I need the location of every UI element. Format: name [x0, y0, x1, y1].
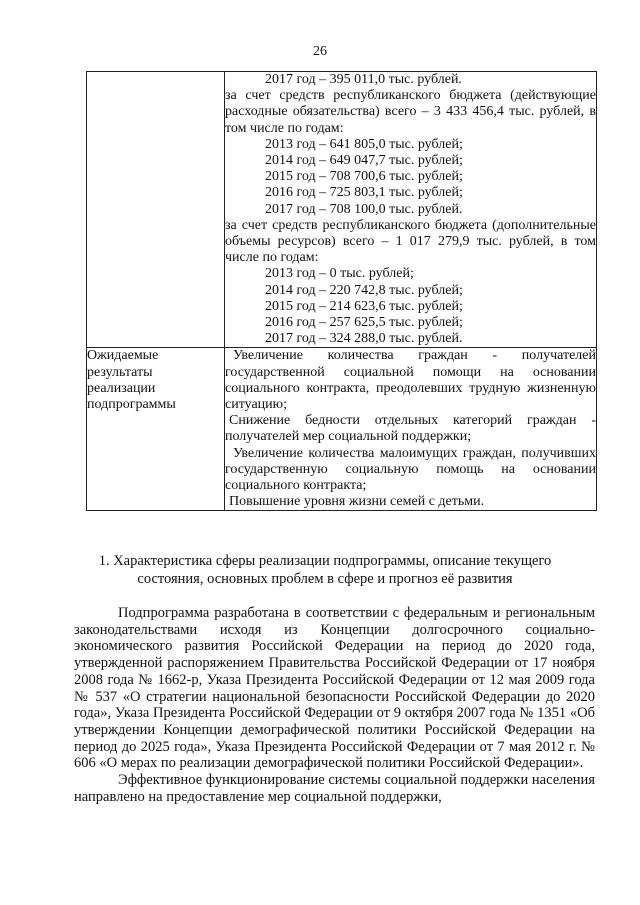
body-text: [74, 605, 595, 805]
funding-details-cell: [225, 72, 597, 348]
funding-label-cell: [87, 72, 225, 348]
funding-line-2017-total: 2017 год – 395 011,0 тыс. рублей.: [265, 72, 462, 87]
body-paragraph: Подпрограмма разработана в соответствии с федеральным и региональным законодательствами исходя из Концепции долгосрочного социально-экономического развития Российской Федерации на период до 2020 года, утвержденной распоряжением Правительства Российской Федерации от 17 ноября 2008 года № 1662-р, Указа Президента Российской Федерации от 12 мая 2009 года № 537 «О стратегии национальной безопасности Российской Федерации до 2020 года», Указа Президента Российской Федерации от 9 октября 2007 года № 1351 «Об утверждении Концепции демографической политики Российской Федерации на период до 2025 года», Указа Президента Российской Федерации от 7 мая 2012 г. № 606 «О мерах по реализации демографической политики Российской Федерации».: [74, 605, 595, 772]
results-label: Ожидаемые результаты реализации подпрограммы: [87, 348, 225, 511]
current-year-line: 2016 год – 725 803,1 тыс. рублей;: [265, 185, 463, 201]
section-title: 1. Характеристика сферы реализации подпрограммы, описание текущего состояния, основных проблем в сфере и прогноз её развития: [98, 553, 552, 587]
current-year-line: 2015 год – 708 700,6 тыс. рублей;: [265, 169, 463, 185]
table-row-results: [87, 348, 597, 511]
passport-table: [86, 71, 597, 511]
additional-year-line: 2014 год – 220 742,8 тыс. рублей;: [265, 282, 463, 298]
table-row-funding: [87, 72, 597, 348]
additional-year-line: 2017 год – 324 288,0 тыс. рублей.: [265, 331, 463, 347]
additional-year-line: 2016 год – 257 625,5 тыс. рублей;: [265, 315, 463, 331]
page-number: 26: [313, 44, 327, 59]
result-item: Увеличение количества граждан - получателей государственной социальной помощи на основании социального контракта, преодолевших трудную жизненную ситуацию;: [225, 348, 596, 413]
body-paragraph: Эффективное функционирование системы социальной поддержки населения направлено на предоставление мер социальной поддержки,: [74, 772, 595, 805]
additional-year-line: 2015 год – 214 623,6 тыс. рублей;: [265, 298, 463, 314]
result-item: Снижение бедности отдельных категорий граждан - получателей мер социальной поддержки;: [225, 413, 596, 445]
current-year-line: 2013 год – 641 805,0 тыс. рублей;: [265, 136, 463, 152]
additional-year-line: 2013 год – 0 тыс. рублей;: [265, 266, 414, 282]
republic-additional-funding: за счет средств республиканского бюджета (дополнительные объемы ресурсов) всего – 1 017 279,9 тыс. рублей, в том числе по годам:: [225, 217, 596, 266]
current-year-line: 2014 год – 649 047,7 тыс. рублей;: [265, 153, 463, 169]
result-item: Увеличение количества малоимущих граждан, получивших государственную социальную помощь на основании социального контракта;: [225, 445, 596, 494]
result-item: Повышение уровня жизни семей с детьми.: [229, 494, 485, 510]
current-year-line: 2017 год – 708 100,0 тыс. рублей.: [265, 201, 463, 217]
results-cell: [225, 348, 597, 511]
republic-current-funding: за счет средств республиканского бюджета (действующие расходные обязательства) всего – 3 433 456,4 тыс. рублей, в том числе по годам:: [225, 88, 596, 136]
